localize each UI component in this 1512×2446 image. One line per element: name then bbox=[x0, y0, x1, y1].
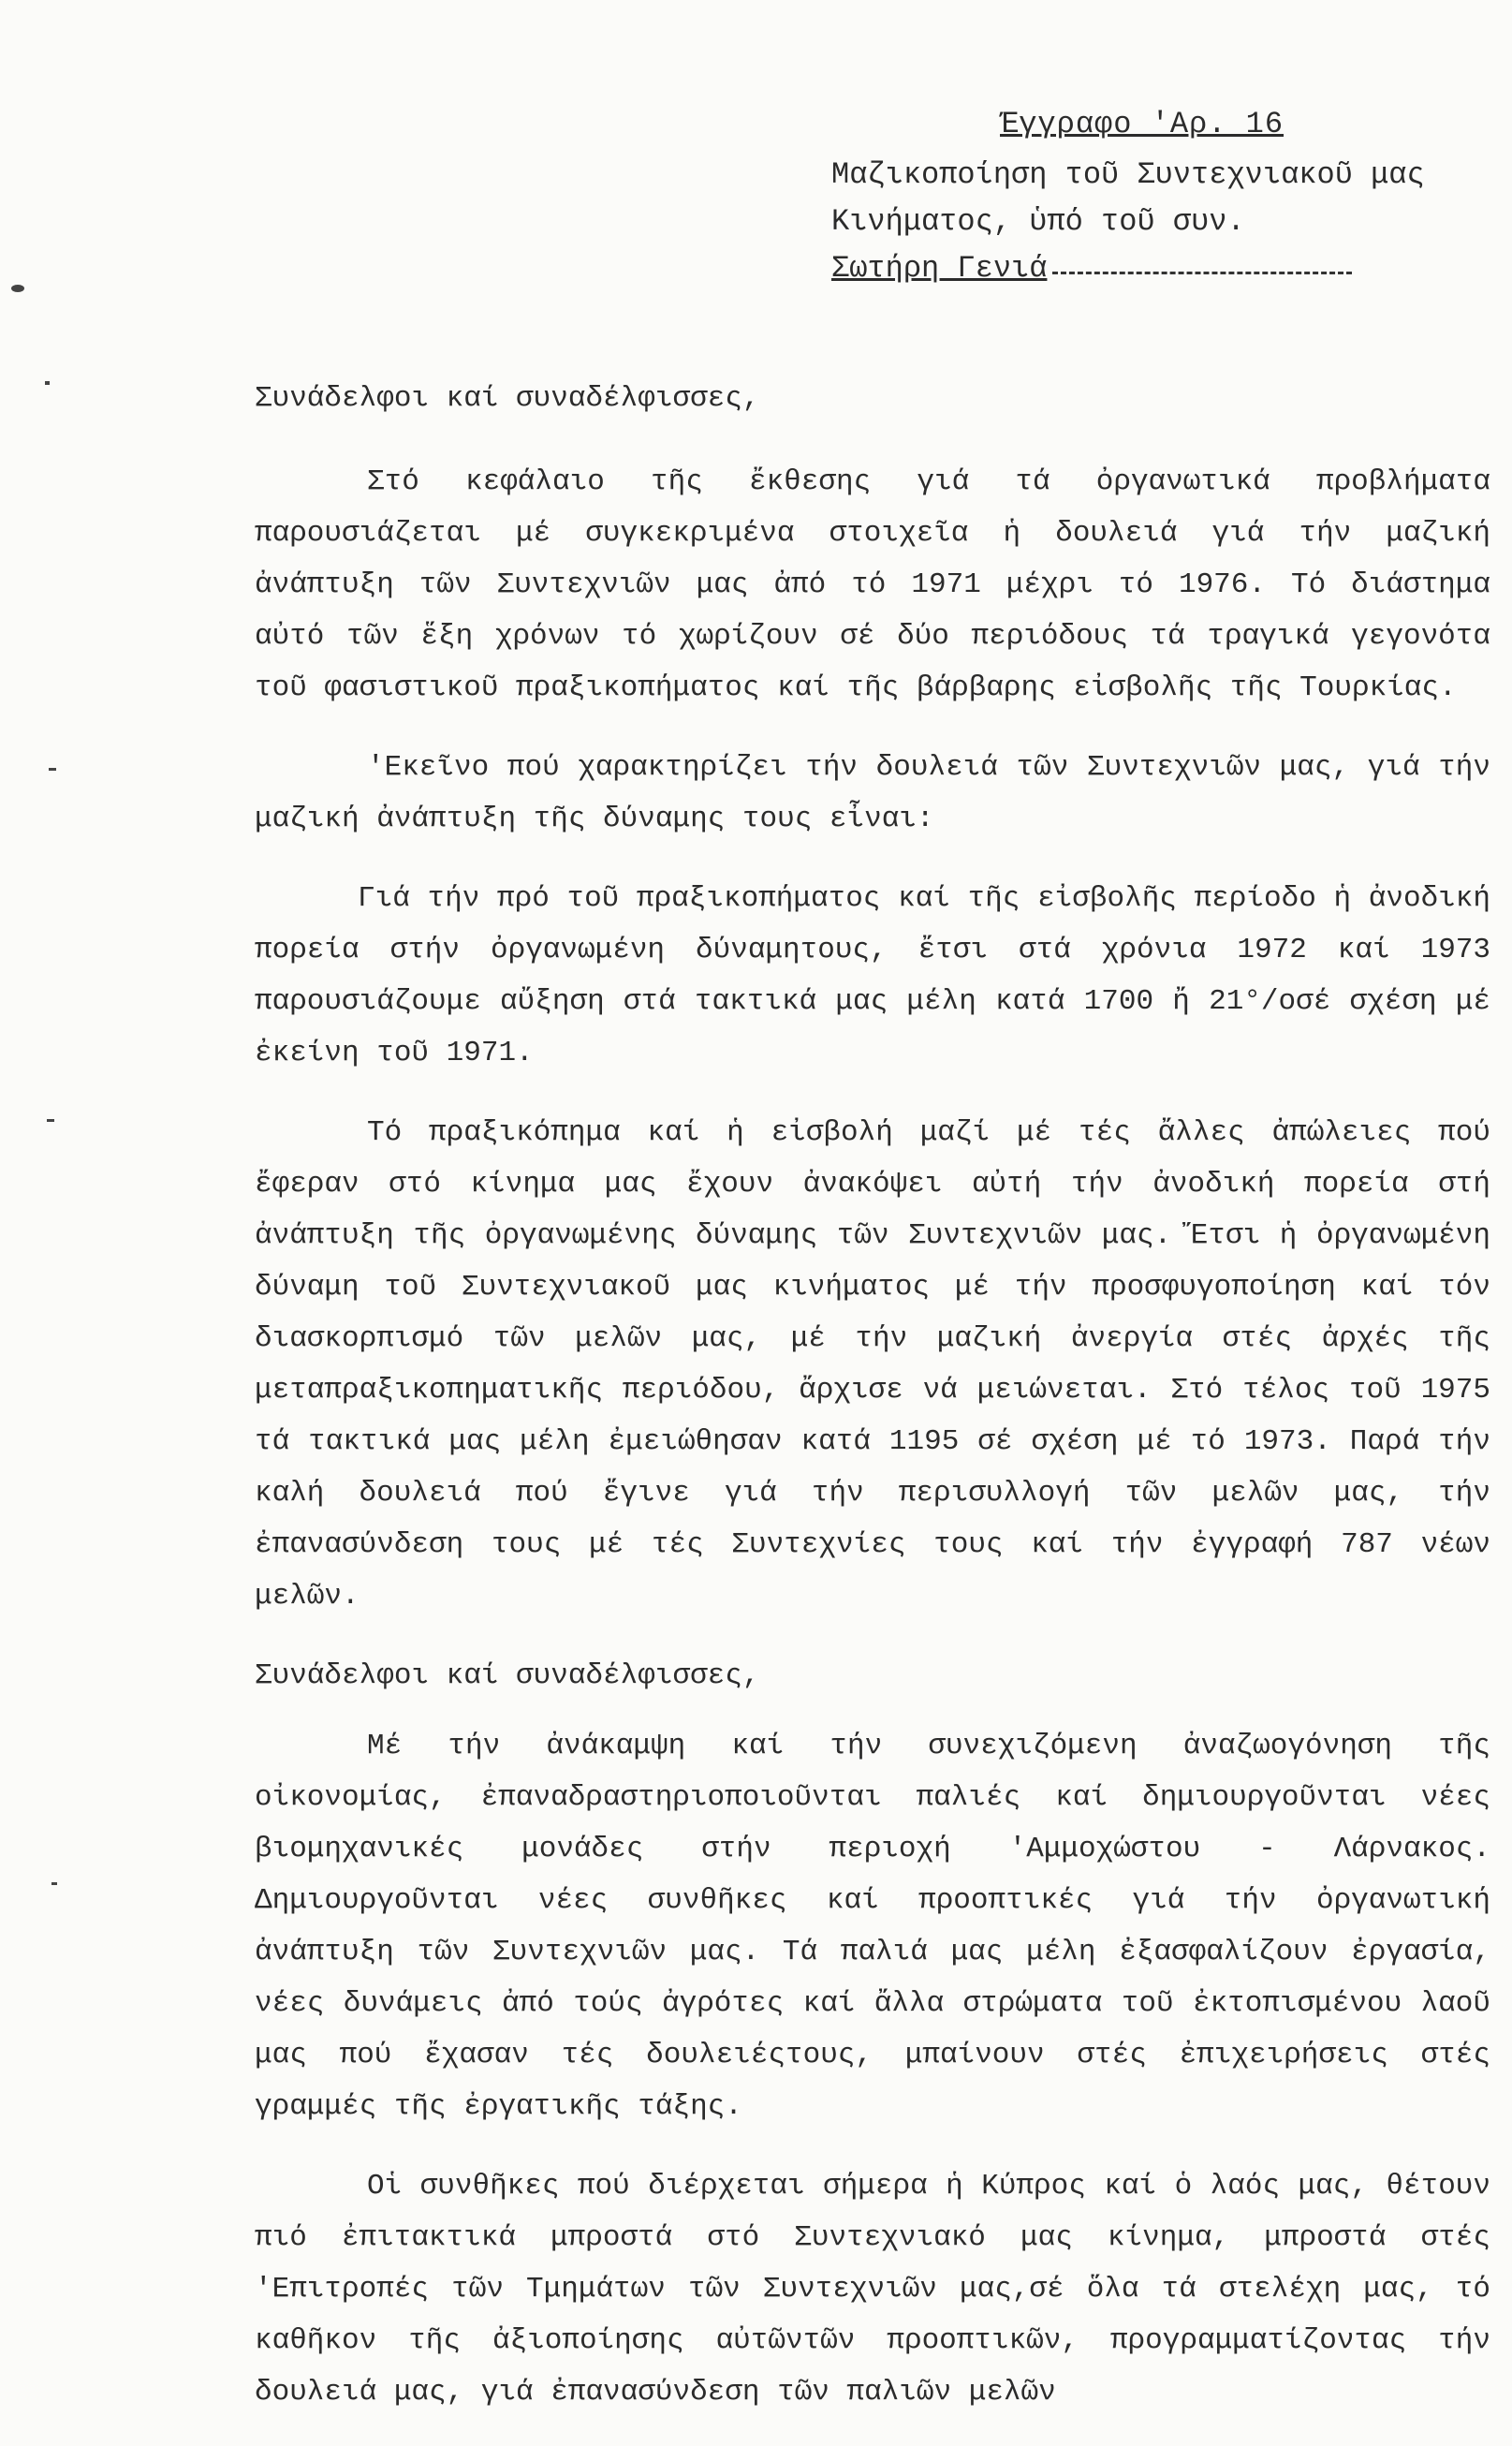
subject-line-2: Κινήματος, ὑπό τοῦ συν. bbox=[831, 204, 1245, 239]
scan-mark bbox=[47, 1119, 54, 1122]
paragraph: Μέ τήν ἀνάκαμψη καί τήν συνεχιζόμενη ἀναζωογόνηση τῆς οἰκονομίας, ἐπαναδραστηριοποιοῦνται παλιές καί δημιουργοῦνται νέες βιομηχανικές μονάδες στήν περιοχή 'Αμμοχώστου - Λάρνακος. Δημιουργοῦνται νέες συνθῆκες καί προοπτικές γιά τήν ὀργανωτική ἀνάπτυξη τῶν Συντεχνιῶν μας. Τά παλιά μας μέλη ἐξασφαλίζουν ἐργασία, νέες δυνάμεις ἀπό τούς ἀγρότες καί ἄλλα στρώματα τοῦ ἐκτοπισμένου λαοῦ μας πού ἔχασαν τές δουλειέςτους, μπαίνουν στές ἐπιχειρήσεις στές γραμμές τῆς ἐργατικῆς τάξης. bbox=[255, 1730, 1490, 2123]
scan-mark bbox=[11, 285, 24, 292]
author-underline bbox=[1052, 272, 1352, 274]
scan-mark bbox=[51, 1882, 57, 1885]
salutation: Συνάδελφοι καί συναδέλφισσες, bbox=[255, 382, 760, 415]
salutation: Συνάδελφοι καί συναδέλφισσες, bbox=[255, 1659, 760, 1692]
scan-mark bbox=[49, 768, 56, 771]
scan-mark bbox=[45, 381, 50, 385]
paragraph: Στό κεφάλαιο τῆς ἔκθεσης γιά τά ὀργανωτικά προβλήματα παρουσιάζεται μέ συγκεκριμένα στοιχεῖα ἡ δουλειά γιά τήν μαζική ἀνάπτυξη τῶν Συντεχνιῶν μας ἀπό τό 1971 μέχρι τό 1976. Τό διάστημα αὐτό τῶν ἕξη χρόνων τό χωρίζουν σέ δύο περιόδους τά τραγικά γεγονότα τοῦ φασιστικοῦ πραξικοπήματος καί τῆς βάρβαρης εἰσβολῆς τῆς Τουρκίας. bbox=[255, 465, 1490, 704]
paragraph: Οἱ συνθῆκες πού διέρχεται σήμερα ἡ Κύπρος καί ὁ λαός μας, θέτουν πιό ἐπιτακτικά μπροστά στό Συντεχνιακό μας κίνημα, μπροστά στές 'Επιτροπές τῶν Τμημάτων τῶν Συντεχνιῶν μας,σέ ὅλα τά στελέχη μας, τό καθῆκον τῆς ἀξιοποίησης αὐτῶντῶν προοπτικῶν, προγραμματίζοντας τήν δουλειά μας, γιά ἐπανασύνδεση τῶν παλιῶν μελῶν bbox=[255, 2170, 1490, 2409]
paragraph: Τό πραξικόπημα καί ἡ εἰσβολή μαζί μέ τές ἄλλες ἀπώλειες πού ἔφεραν στό κίνημα μας ἔχουν ἀνακόψει αὐτή τήν ἀνοδική πορεία στή ἀνάπτυξη τῆς ὀργανωμένης δύναμης τῶν Συντεχνιῶν μας. Ἔτσι ἡ ὀργανωμένη δύναμη τοῦ Συντεχνιακοῦ μας κινήματος μέ τήν προσφυγοποίηση καί τόν διασκορπισμό τῶν μελῶν μας, μέ τήν μαζική ἀνεργία στές ἀρχές τῆς μεταπραξικοπηματικῆς περιόδου, ἄρχισε νά μειώνεται. Στό τέλος τοῦ 1975 τά τακτικά μας μέλη ἐμειώθησαν κατά 1195 σέ σχέση μέ τό 1973. Παρά τήν καλή δουλειά πού ἔγινε γιά τήν περισυλλογή τῶν μελῶν μας, τήν ἐπανασύνδεση τους μέ τές Συντεχνίες τους καί τήν ἐγγραφή 787 νέων μελῶν. bbox=[255, 1116, 1490, 1613]
document-body bbox=[255, 373, 1490, 2446]
subject-line-1: Μαζικοποίηση τοῦ Συντεχνιακοῦ μας bbox=[831, 157, 1425, 192]
document-number: Έγγραφο 'Αρ. 16 bbox=[1000, 107, 1284, 141]
paragraph: 'Εκεῖνο πού χαρακτηρίζει τήν δουλειά τῶν Συντεχνιῶν μας, γιά τήν μαζική ἀνάπτυξη τῆς δύναμης τους εἶναι: bbox=[255, 751, 1490, 835]
paragraph: Γιά τήν πρό τοῦ πραξικοπήματος καί τῆς εἰσβολῆς περίοδο ἡ ἀνοδική πορεία στήν ὀργανωμένη δύναμητους, ἔτσι στά χρόνια 1972 καί 1973 παρουσιάζουμε αὔξηση στά τακτικά μας μέλη κατά 1700 ἤ 21°/οσέ σχέση μέ ἐκείνη τοῦ 1971. bbox=[255, 882, 1490, 1069]
author-line bbox=[831, 245, 1477, 292]
author-name: Σωτήρη Γενιά bbox=[831, 251, 1048, 286]
document-header bbox=[831, 101, 1477, 292]
